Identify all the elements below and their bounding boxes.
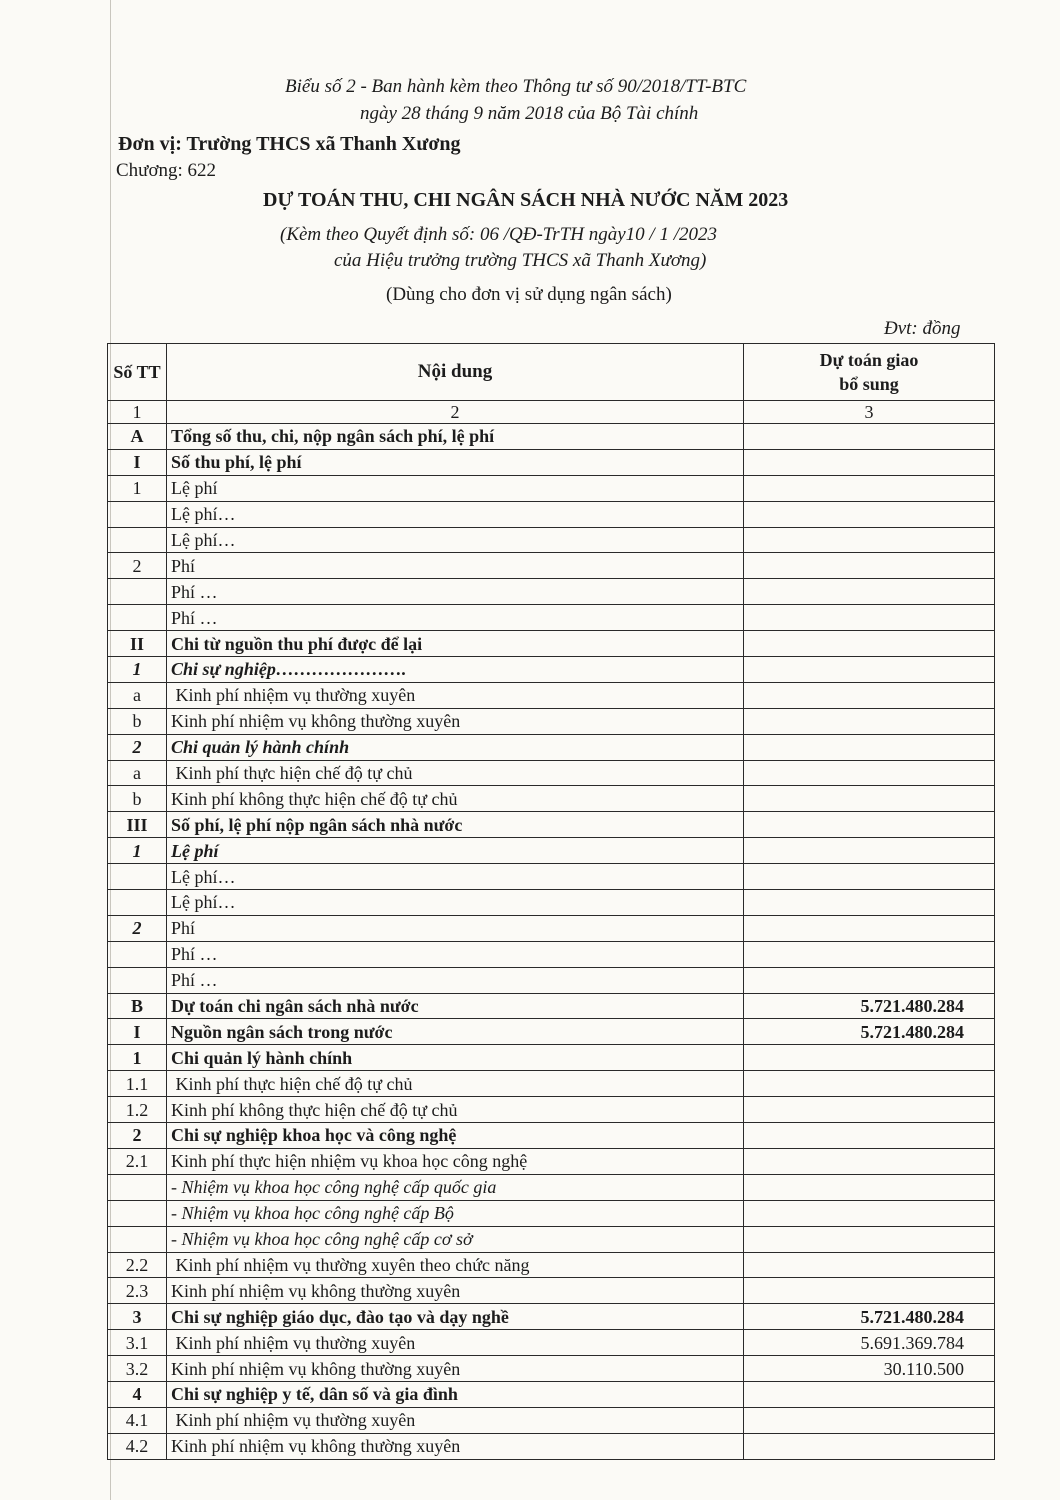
row-value bbox=[744, 786, 995, 812]
row-value bbox=[744, 708, 995, 734]
row-value bbox=[744, 838, 995, 864]
table-row bbox=[108, 475, 995, 501]
row-value bbox=[744, 682, 995, 708]
row-value bbox=[744, 760, 995, 786]
table-row bbox=[108, 1407, 995, 1433]
column-header-value bbox=[744, 344, 995, 401]
table-row bbox=[108, 682, 995, 708]
row-value bbox=[744, 1174, 995, 1200]
row-content: Kinh phí nhiệm vụ thường xuyên bbox=[167, 1407, 744, 1433]
table-row bbox=[108, 890, 995, 916]
row-content: Nguồn ngân sách trong nước bbox=[167, 1019, 744, 1045]
table-row bbox=[108, 1174, 995, 1200]
row-value bbox=[744, 967, 995, 993]
row-value bbox=[744, 890, 995, 916]
row-content: Lệ phí… bbox=[167, 501, 744, 527]
row-content: Lệ phí… bbox=[167, 527, 744, 553]
row-content: Kinh phí thực hiện chế độ tự chủ bbox=[167, 760, 744, 786]
table-row bbox=[108, 1097, 995, 1123]
row-value bbox=[744, 424, 995, 450]
column-header-content: Nội dung bbox=[167, 344, 744, 401]
row-number: a bbox=[108, 760, 167, 786]
table-row bbox=[108, 424, 995, 450]
table-row bbox=[108, 1433, 995, 1459]
row-content: Lệ phí bbox=[167, 475, 744, 501]
row-value bbox=[744, 1226, 995, 1252]
row-content: Phí … bbox=[167, 967, 744, 993]
chapter-code: Chương: 622 bbox=[116, 160, 217, 181]
row-content: Kinh phí thực hiện chế độ tự chủ bbox=[167, 1071, 744, 1097]
decision-reference-1: (Kèm theo Quyết định số: 06 /QĐ-TrTH ngày10 / 1 /2023 bbox=[280, 224, 717, 245]
table-row bbox=[108, 1252, 995, 1278]
row-content: Chi sự nghiệp khoa học và công nghệ bbox=[167, 1123, 744, 1149]
row-value bbox=[744, 553, 995, 579]
row-value: 5.721.480.284 bbox=[744, 1019, 995, 1045]
table-row bbox=[108, 1278, 995, 1304]
row-number bbox=[108, 605, 167, 631]
row-number: II bbox=[108, 631, 167, 657]
table-row bbox=[108, 1019, 995, 1045]
row-content: Phí bbox=[167, 915, 744, 941]
row-number: 1 bbox=[108, 838, 167, 864]
row-number: b bbox=[108, 708, 167, 734]
table-row bbox=[108, 838, 995, 864]
row-content: - Nhiệm vụ khoa học công nghệ cấp Bộ bbox=[167, 1200, 744, 1226]
row-value bbox=[744, 812, 995, 838]
row-value: 5.691.369.784 bbox=[744, 1330, 995, 1356]
usage-note: (Dùng cho đơn vị sử dụng ngân sách) bbox=[386, 284, 672, 305]
budget-table bbox=[107, 343, 995, 1460]
table-row bbox=[108, 915, 995, 941]
row-value bbox=[744, 1200, 995, 1226]
row-number: 1.1 bbox=[108, 1071, 167, 1097]
row-value: 5.721.480.284 bbox=[744, 993, 995, 1019]
row-value bbox=[744, 501, 995, 527]
table-row bbox=[108, 734, 995, 760]
table-row bbox=[108, 1123, 995, 1149]
row-number: 3.1 bbox=[108, 1330, 167, 1356]
row-number: 2 bbox=[108, 734, 167, 760]
row-value bbox=[744, 1278, 995, 1304]
row-value bbox=[744, 915, 995, 941]
row-value bbox=[744, 475, 995, 501]
row-content: Dự toán chi ngân sách nhà nước bbox=[167, 993, 744, 1019]
row-number: 1 bbox=[108, 475, 167, 501]
row-content: Chi quản lý hành chính bbox=[167, 1045, 744, 1071]
row-value bbox=[744, 449, 995, 475]
row-content: Phí bbox=[167, 553, 744, 579]
column-number: 3 bbox=[744, 401, 995, 424]
table-row bbox=[108, 527, 995, 553]
row-number: 3.2 bbox=[108, 1356, 167, 1382]
row-value bbox=[744, 1433, 995, 1459]
row-number: b bbox=[108, 786, 167, 812]
row-number: 2 bbox=[108, 1123, 167, 1149]
row-content: Kinh phí nhiệm vụ thường xuyên bbox=[167, 1330, 744, 1356]
row-value bbox=[744, 734, 995, 760]
row-value bbox=[744, 941, 995, 967]
table-row bbox=[108, 631, 995, 657]
table-row bbox=[108, 1304, 995, 1330]
row-content: Số phí, lệ phí nộp ngân sách nhà nước bbox=[167, 812, 744, 838]
row-content: Kinh phí nhiệm vụ không thường xuyên bbox=[167, 708, 744, 734]
table-row bbox=[108, 864, 995, 890]
row-value: 5.721.480.284 bbox=[744, 1304, 995, 1330]
row-number bbox=[108, 527, 167, 553]
row-number bbox=[108, 941, 167, 967]
table-row bbox=[108, 1045, 995, 1071]
row-content: Chi sự nghiệp…………………. bbox=[167, 657, 744, 683]
table-row bbox=[108, 1071, 995, 1097]
table-row bbox=[108, 812, 995, 838]
row-number: 4 bbox=[108, 1381, 167, 1407]
row-value bbox=[744, 1097, 995, 1123]
table-row bbox=[108, 1330, 995, 1356]
table-body bbox=[108, 424, 995, 1460]
row-content: Số thu phí, lệ phí bbox=[167, 449, 744, 475]
row-number: 2.3 bbox=[108, 1278, 167, 1304]
table-header-row bbox=[108, 344, 995, 401]
row-number: A bbox=[108, 424, 167, 450]
currency-unit: Đvt: đồng bbox=[884, 318, 961, 339]
row-number bbox=[108, 501, 167, 527]
row-number bbox=[108, 1174, 167, 1200]
row-value bbox=[744, 1381, 995, 1407]
row-value bbox=[744, 1071, 995, 1097]
table-row bbox=[108, 1200, 995, 1226]
decision-reference-2: của Hiệu trưởng trường THCS xã Thanh Xương) bbox=[334, 250, 707, 271]
table-row bbox=[108, 1148, 995, 1174]
row-value bbox=[744, 864, 995, 890]
row-content: Phí … bbox=[167, 579, 744, 605]
row-value bbox=[744, 605, 995, 631]
reference-line-2: ngày 28 tháng 9 năm 2018 của Bộ Tài chính bbox=[360, 103, 699, 124]
row-number bbox=[108, 1200, 167, 1226]
row-number: 1.2 bbox=[108, 1097, 167, 1123]
row-content: Chi sự nghiệp giáo dục, đào tạo và dạy nghề bbox=[167, 1304, 744, 1330]
row-number: I bbox=[108, 1019, 167, 1045]
table-row bbox=[108, 1226, 995, 1252]
unit-name: Đơn vị: Trường THCS xã Thanh Xương bbox=[118, 133, 461, 155]
row-number: a bbox=[108, 682, 167, 708]
column-header-value-line2: bổ sung bbox=[839, 374, 899, 394]
table-row bbox=[108, 579, 995, 605]
row-content: Phí … bbox=[167, 941, 744, 967]
row-content: Kinh phí nhiệm vụ không thường xuyên bbox=[167, 1278, 744, 1304]
table-row bbox=[108, 605, 995, 631]
row-number bbox=[108, 967, 167, 993]
row-content: Chi từ nguồn thu phí được để lại bbox=[167, 631, 744, 657]
row-value bbox=[744, 1407, 995, 1433]
row-value bbox=[744, 1045, 995, 1071]
row-content: Kinh phí nhiệm vụ không thường xuyên bbox=[167, 1356, 744, 1382]
row-content: Kinh phí nhiệm vụ không thường xuyên bbox=[167, 1433, 744, 1459]
column-number-row bbox=[108, 401, 995, 424]
row-value bbox=[744, 527, 995, 553]
row-number: 1 bbox=[108, 657, 167, 683]
row-number: B bbox=[108, 993, 167, 1019]
column-number: 1 bbox=[108, 401, 167, 424]
row-content: Chi quản lý hành chính bbox=[167, 734, 744, 760]
table-row bbox=[108, 553, 995, 579]
row-value bbox=[744, 1123, 995, 1149]
row-content: Lệ phí… bbox=[167, 864, 744, 890]
table-row bbox=[108, 786, 995, 812]
row-number: I bbox=[108, 449, 167, 475]
table-row bbox=[108, 1381, 995, 1407]
row-number bbox=[108, 1226, 167, 1252]
table-row bbox=[108, 1356, 995, 1382]
row-content: Kinh phí nhiệm vụ thường xuyên bbox=[167, 682, 744, 708]
row-content: Kinh phí không thực hiện chế độ tự chủ bbox=[167, 1097, 744, 1123]
row-content: Kinh phí không thực hiện chế độ tự chủ bbox=[167, 786, 744, 812]
document-title: DỰ TOÁN THU, CHI NGÂN SÁCH NHÀ NƯỚC NĂM 2023 bbox=[263, 189, 789, 211]
row-content: Lệ phí… bbox=[167, 890, 744, 916]
table-row bbox=[108, 708, 995, 734]
reference-line-1: Biểu số 2 - Ban hành kèm theo Thông tư số 90/2018/TT-BTC bbox=[285, 76, 747, 97]
row-number bbox=[108, 864, 167, 890]
table-row bbox=[108, 657, 995, 683]
row-content: Kinh phí thực hiện nhiệm vụ khoa học công nghệ bbox=[167, 1148, 744, 1174]
column-number: 2 bbox=[167, 401, 744, 424]
row-number: 2 bbox=[108, 553, 167, 579]
row-number: 2.1 bbox=[108, 1148, 167, 1174]
row-content: Chi sự nghiệp y tế, dân số và gia đình bbox=[167, 1381, 744, 1407]
row-number bbox=[108, 890, 167, 916]
row-value bbox=[744, 631, 995, 657]
table-row bbox=[108, 760, 995, 786]
row-number: 2.2 bbox=[108, 1252, 167, 1278]
table-row bbox=[108, 941, 995, 967]
row-number: 4.2 bbox=[108, 1433, 167, 1459]
row-number: III bbox=[108, 812, 167, 838]
row-number: 1 bbox=[108, 1045, 167, 1071]
row-number bbox=[108, 579, 167, 605]
table-row bbox=[108, 501, 995, 527]
row-value bbox=[744, 579, 995, 605]
table-row bbox=[108, 993, 995, 1019]
row-value bbox=[744, 1252, 995, 1278]
column-header-no: Số TT bbox=[108, 344, 167, 401]
table-row bbox=[108, 967, 995, 993]
row-content: Kinh phí nhiệm vụ thường xuyên theo chức năng bbox=[167, 1252, 744, 1278]
table-row bbox=[108, 449, 995, 475]
row-content: Lệ phí bbox=[167, 838, 744, 864]
row-content: Tổng số thu, chi, nộp ngân sách phí, lệ phí bbox=[167, 424, 744, 450]
row-value bbox=[744, 1148, 995, 1174]
row-content: Phí … bbox=[167, 605, 744, 631]
row-content: - Nhiệm vụ khoa học công nghệ cấp cơ sở bbox=[167, 1226, 744, 1252]
row-value: 30.110.500 bbox=[744, 1356, 995, 1382]
row-value bbox=[744, 657, 995, 683]
row-content: - Nhiệm vụ khoa học công nghệ cấp quốc gia bbox=[167, 1174, 744, 1200]
row-number: 3 bbox=[108, 1304, 167, 1330]
column-header-value-line1: Dự toán giao bbox=[819, 350, 919, 370]
row-number: 2 bbox=[108, 915, 167, 941]
row-number: 4.1 bbox=[108, 1407, 167, 1433]
